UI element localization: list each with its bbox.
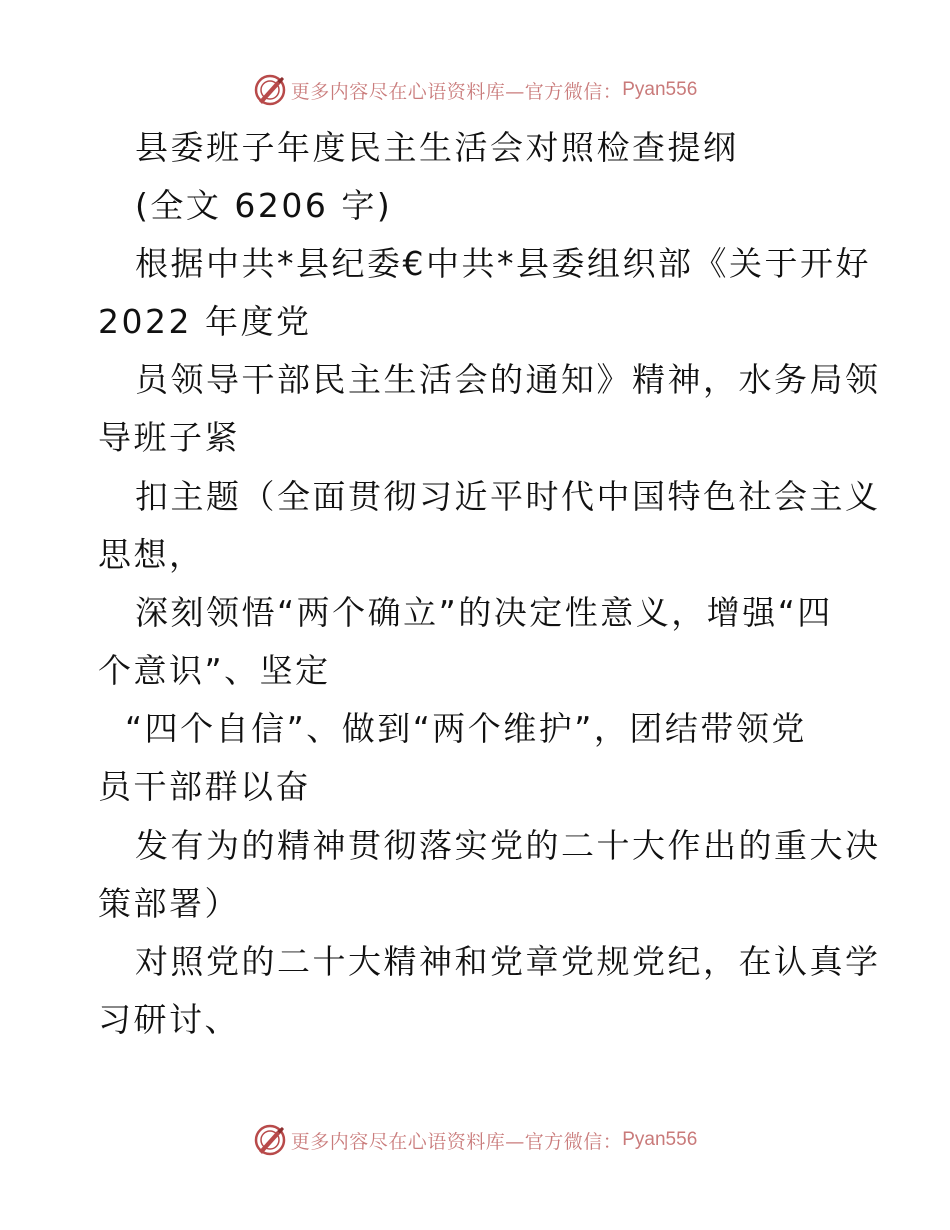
body-line: 深刻领悟“两个确立”的决定性意义，增强“四 [135, 593, 833, 632]
header-watermark [0, 70, 950, 110]
body-line: 员领导干部民主生活会的通知》精神，水务局领 [135, 360, 881, 399]
watermark-text: 更多内容尽在心语资料库—官方微信： [290, 1130, 623, 1153]
body-line: 员干部群以奋 [98, 767, 311, 806]
body-line: 发有为的精神贯彻落实党的二十大作出的重大决 [135, 826, 881, 865]
body-line: 扣主题（全面贯彻习近平时代中国特色社会主义 [135, 477, 881, 516]
body-line: 对照党的二十大精神和党章党规党纪，在认真学 [135, 942, 881, 981]
body-line: 个意识”、坚定 [98, 651, 331, 690]
footer-watermark [0, 1120, 950, 1160]
pen-logo-icon [253, 1123, 287, 1157]
body-line: 习研讨、 [98, 1000, 240, 1039]
body-line: 2022 年度党 [98, 302, 312, 341]
watermark-wechat-id: Pyan556 [622, 79, 698, 100]
body-line: 思想， [98, 535, 205, 574]
document-title: 县委班子年度民主生活会对照检查提纲 [135, 128, 739, 167]
body-line: 导班子紧 [98, 418, 240, 457]
body-line: 策部署） [98, 884, 240, 923]
word-count: (全文 6206 字) [135, 186, 393, 225]
watermark-text: 更多内容尽在心语资料库—官方微信： [290, 80, 623, 103]
body-line: “四个自信”、做到“两个维护”，团结带领党 [125, 709, 807, 748]
watermark-wechat-id: Pyan556 [622, 1129, 698, 1150]
pen-logo-icon [253, 73, 287, 107]
body-line: 根据中共*县纪委€中共*县委组织部《关于开好 [135, 244, 871, 283]
